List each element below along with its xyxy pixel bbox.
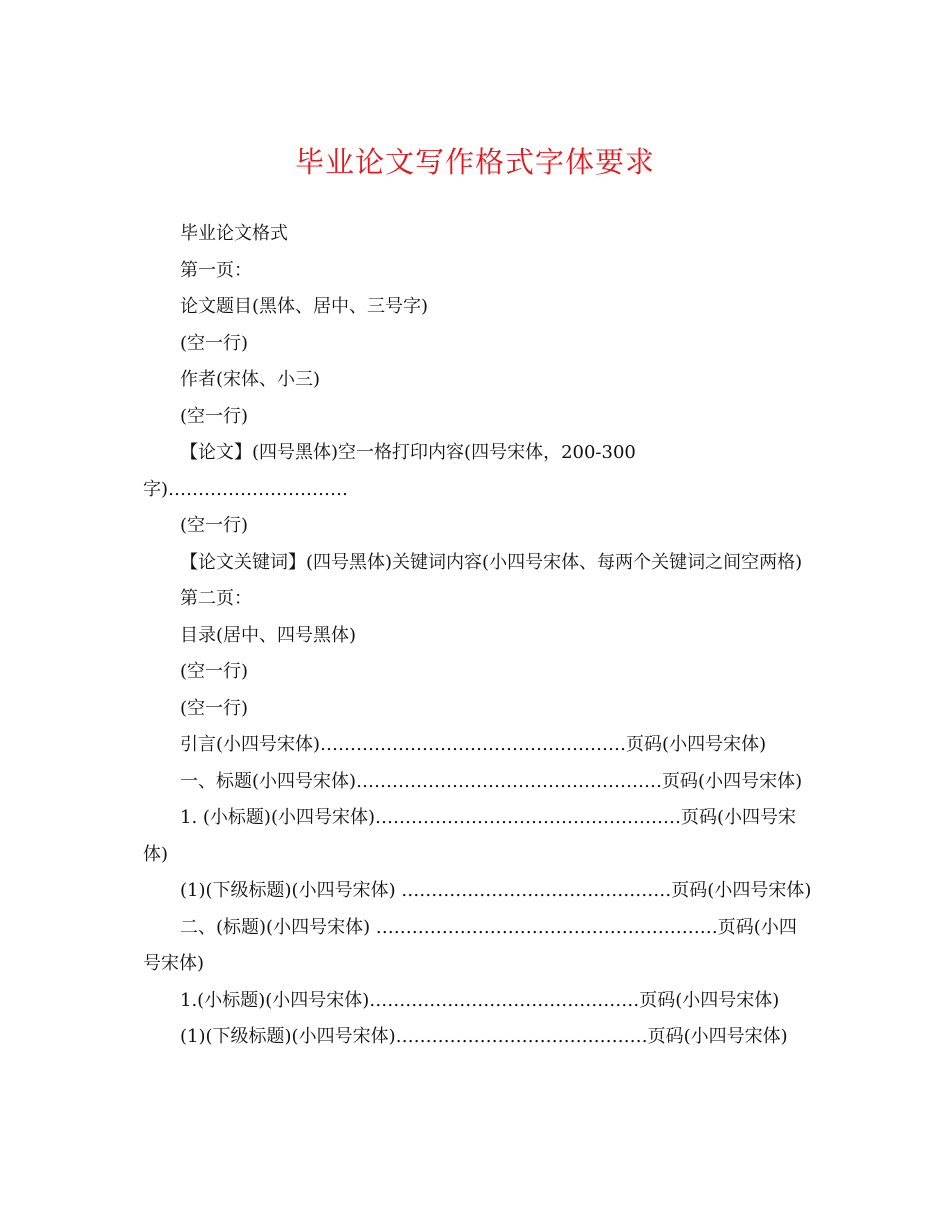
paragraph-author: 作者(宋体、小三) — [180, 369, 321, 390]
paragraph-keywords: 【论文关键词】(四号黑体)关键词内容(小四号宋体、每两个关键词之间空两格) — [180, 551, 803, 573]
toc-entry-subsubsection: (1)(下级标题)(小四号宋体) ………………………………………页码(小四号宋体) — [180, 880, 812, 901]
toc-entry-introduction: 引言(小四号宋体)……………………………………………页码(小四号宋体) — [180, 734, 767, 755]
toc-entry-section-one: 一、标题(小四号宋体)……………………………………………页码(小四号宋体) — [180, 770, 803, 792]
toc-entry-subsubsection: (1)(下级标题)(小四号宋体)……………………………………页码(小四号宋体) — [180, 1026, 788, 1047]
toc-entry-subsection: 1. (小标题)(小四号宋体)……………………………………………页码(小四号宋体) — [143, 807, 797, 865]
paragraph-thesis-title: 论文题目(黑体、居中、三号字) — [180, 296, 429, 317]
paragraph-blank-line: (空一行) — [180, 661, 249, 682]
toc-entry-section-two: 二、(标题)(小四号宋体) …………………………………………………页码(小四号宋体) — [143, 916, 797, 974]
paragraph-blank-line: (空一行) — [180, 515, 249, 536]
toc-entry-subsection: 1.(小标题)(小四号宋体)………………………………………页码(小四号宋体) — [180, 989, 780, 1011]
paragraph-format-heading: 毕业论文格式 — [180, 223, 288, 244]
paragraph-blank-line: (空一行) — [180, 697, 249, 719]
document-title: 毕业论文写作格式字体要求 — [294, 145, 655, 179]
paragraph-page-two: 第二页： — [180, 588, 252, 609]
paragraph-abstract: 【论文】(四号黑体)空一格打印内容(四号宋体，200-300字)………………………… — [143, 442, 636, 500]
paragraph-blank-line: (空一行) — [180, 332, 249, 354]
document-body — [143, 216, 813, 1056]
paragraph-page-one: 第一页： — [180, 259, 252, 281]
paragraph-toc: 目录(居中、四号黑体) — [180, 624, 357, 646]
paragraph-blank-line: (空一行) — [180, 405, 249, 427]
